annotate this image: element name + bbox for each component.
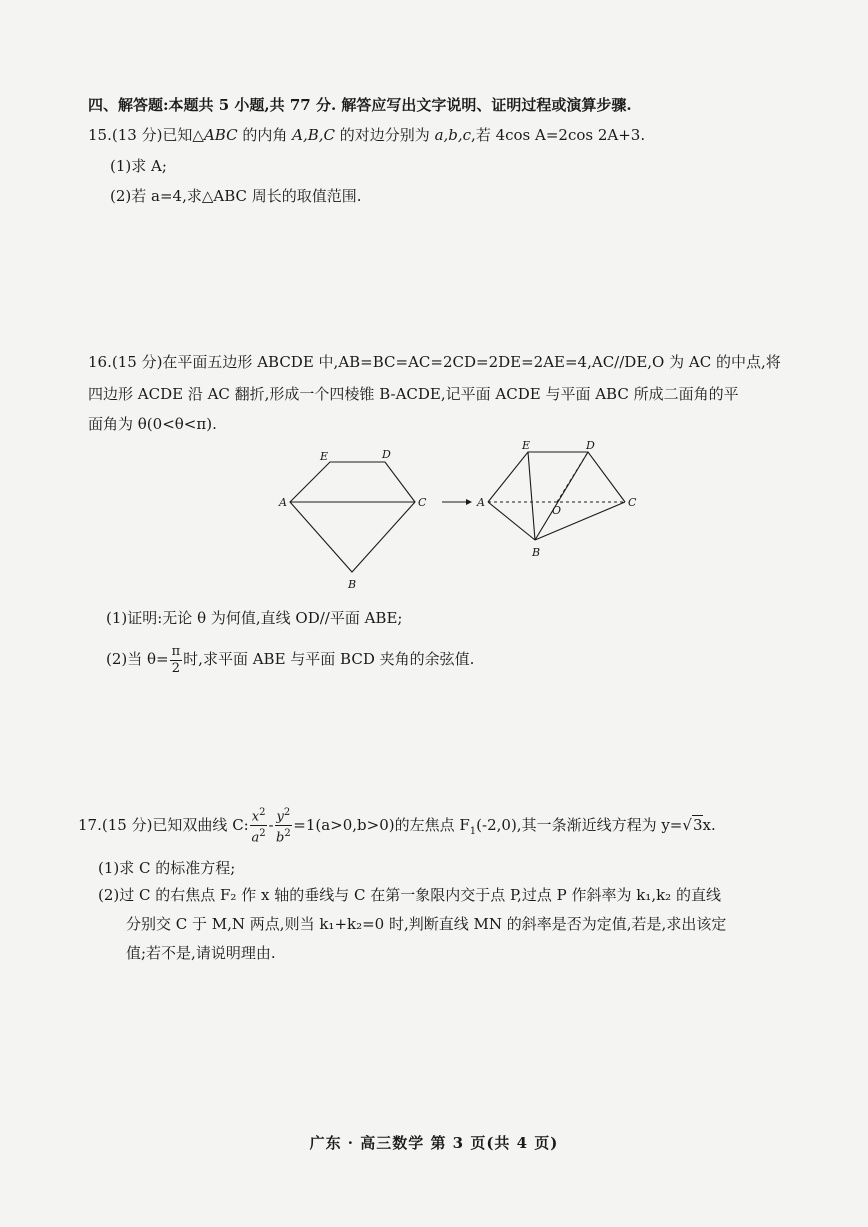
sup-2c: 2 [283,807,291,818]
q17-stem-pre: 已知双曲线 C: [152,815,249,834]
q17-part2-line2: 分别交 C 于 M,N 两点,则当 k₁+k₂=0 时,判断直线 MN 的斜率是否为定值,若是,求出该定 [126,915,727,933]
pentagon-figure [278,448,427,590]
q16-stem-line3: 面角为 θ(0<θ<π). [88,415,217,433]
q16-part2 [106,641,474,677]
label-left-A: A [279,496,287,509]
q16-line1-text: 在平面五边形 ABCDE 中,AB=BC=AC=2CD=2DE=2AE=4,AC//DE,O 为 AC 的中点,将 [162,353,781,371]
q16-part2-pre: (2)当 θ= [106,650,169,668]
q15-stem [88,125,645,145]
q15-stem-mid: 的内角 [237,126,293,144]
q17-stem-f1: (-2,0),其一条渐近线方程为 y= [476,815,683,834]
section-header: 四、解答题:本题共 5 小题,共 77 分. 解答应写出文字说明、证明过程或演算步骤. [88,96,632,114]
page-footer: 广东 · 高三数学 第 3 页(共 4 页) [309,1134,559,1152]
arrow-icon [442,499,472,505]
pyramid-edge-cb [535,502,625,540]
sqrt-3: 3 [692,815,703,834]
label-left-D: D [382,448,391,461]
var-x: x [251,809,260,825]
label-right-C: C [628,496,637,509]
q17-stem: 17.(15 分)已知双曲线 C: $\frac{x^2}{a^2}$ - $\frac{y^2}{b^2}$ =1(a>0,b>0)的左焦点 $F_1(-2,0)$,其一条渐近线方程为 y=√3x. [78,807,716,846]
q17-stem-end: x. [702,815,716,834]
q16-stem-line2: 四边形 ACDE 沿 AC 翻折,形成一个四棱锥 B-ACDE,记平面 ACDE 与平面 ABC 所成二面角的平 [88,385,739,403]
q17-stem-eq: =1(a>0,b>0)的左焦点 F [293,815,470,834]
var-a: a [251,830,260,846]
q15-part2: (2)若 a=4,求△ABC 周长的取值范围. [110,187,362,205]
q17-part2-line3: 值;若不是,请说明理由. [126,944,276,962]
f1-subscript: 1 [469,825,477,837]
label-right-B: B [532,546,541,559]
q16-score: (15 分) [111,353,163,371]
label-right-A: A [477,496,485,509]
frac-num: π [171,643,181,659]
q17-score: (15 分) [101,815,153,834]
label-right-O: O [552,504,562,517]
q15-stem-mid2: 的对边分别为 [335,126,435,144]
q15-angles: A,B,C [292,126,336,144]
label-left-C: C [418,496,427,509]
q15-number: 15. [88,126,112,144]
q17-number: 17. [78,815,102,834]
sup-2a: 2 [259,807,266,818]
q15-stem-pre: 已知△ [162,126,204,144]
q16-number: 16. [88,353,112,371]
q17-part1: (1)求 C 的标准方程; [98,859,236,877]
var-y: y [276,809,284,825]
q15-condition: ,若 4cos A=2cos 2A+3. [471,126,646,144]
sup-2b: 2 [259,828,266,840]
label-left-E: E [320,450,329,463]
q15-score: (13 分) [111,126,163,144]
q17-part2-line1: (2)过 C 的右焦点 F₂ 作 x 轴的垂线与 C 在第一象限内交于点 P,过点 P 作斜率为 k₁,k₂ 的直线 [98,886,721,904]
q16-stem-line1 [88,352,781,372]
q15-triangle: ABC [203,126,238,144]
sup-2d: 2 [284,828,291,840]
label-left-B: B [348,578,357,590]
pentagon-outline [290,462,415,572]
q16-figure [270,440,650,590]
pi-over-2 [170,644,183,677]
pyramid-figure [476,440,637,559]
q16-part2-post: 时,求平面 ABE 与平面 BCD 夹角的余弦值. [183,650,475,668]
pyramid-top-edges [488,452,625,502]
pyramid-edge-ab [488,502,535,540]
frac-x2-a2 [250,805,268,847]
pyramid-edge-db [535,452,588,540]
frac-y2-b2 [275,805,293,847]
q15-sides: a,b,c [434,126,472,144]
var-b: b [276,830,285,846]
q15-part1: (1)求 A; [110,157,167,175]
pyramid-edge-eb [528,452,535,540]
label-right-E: E [522,440,531,452]
label-right-D: D [586,440,595,452]
frac-den: 2 [171,660,181,676]
q16-part1: (1)证明:无论 θ 为何值,直线 OD//平面 ABE; [106,609,403,627]
